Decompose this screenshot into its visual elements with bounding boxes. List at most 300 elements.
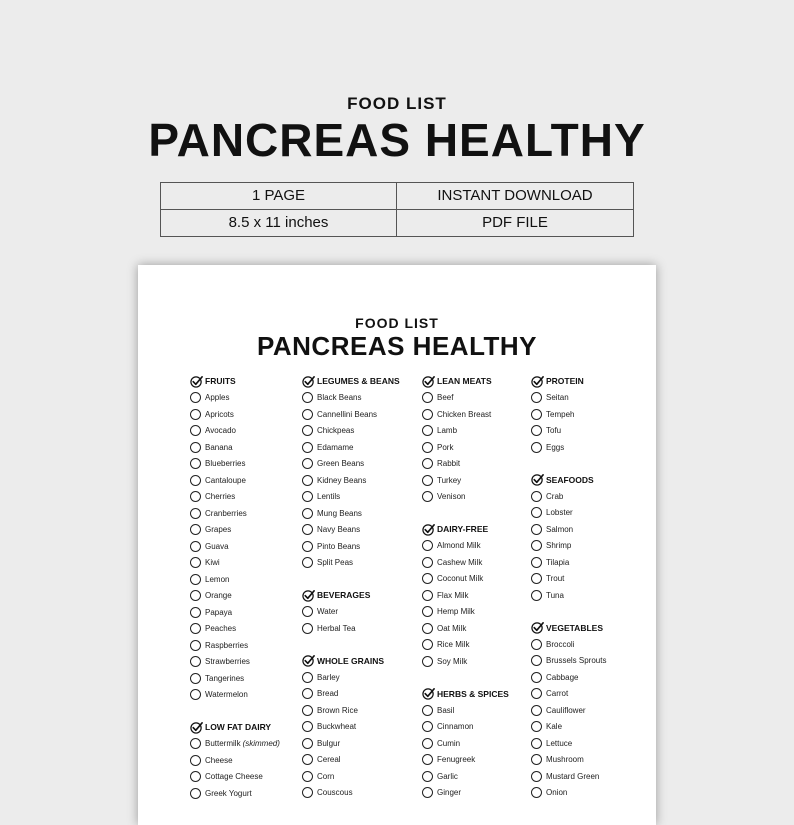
food-section (302, 587, 400, 637)
food-item (302, 768, 400, 785)
food-item (422, 538, 509, 555)
checkbox-circle-icon (422, 491, 433, 502)
checkbox-circle-icon (531, 738, 542, 749)
checkbox-circle-icon (302, 425, 313, 436)
food-column-4 (531, 373, 606, 817)
checkbox-circle-icon (531, 639, 542, 650)
food-item-label: Banana (205, 442, 233, 452)
checkbox-circle-icon (531, 507, 542, 518)
food-item-label: Couscous (317, 788, 353, 798)
checkbox-circle-icon (190, 442, 201, 453)
checkbox-circle-icon (531, 721, 542, 732)
food-item (302, 390, 400, 407)
food-section (302, 373, 400, 571)
section-title: FRUITS (205, 376, 236, 387)
section-title: PROTEIN (546, 376, 584, 387)
food-item-label: Kale (546, 722, 563, 732)
food-item-label: Tempeh (546, 409, 575, 419)
food-item (422, 752, 509, 769)
food-item (302, 472, 400, 489)
food-item-label: Cheese (205, 755, 233, 765)
food-item-label: Almond Milk (437, 541, 481, 551)
food-item-label: Buttermilk (205, 739, 241, 749)
food-item-label: Buckwheat (317, 722, 357, 732)
food-item-label: Avocado (205, 426, 236, 436)
sheet-title: PANCREAS HEALTHY (256, 331, 538, 361)
checkbox-circle-icon (531, 705, 542, 716)
food-column-1 (190, 373, 280, 818)
food-item (422, 472, 509, 489)
food-item (531, 505, 606, 522)
food-item-label: Cumin (437, 738, 461, 748)
checkbox-circle-icon (190, 409, 201, 420)
checkbox-circle-icon (302, 787, 313, 798)
food-item (190, 621, 280, 638)
food-item-label: Green Beans (317, 459, 365, 469)
food-item-label: Garlic (437, 771, 458, 781)
checked-circle-icon (302, 654, 315, 667)
checkbox-circle-icon (190, 623, 201, 634)
hero-title: PANCREAS HEALTHY (148, 114, 646, 166)
food-item-label: Crab (546, 491, 564, 501)
food-item (302, 522, 400, 539)
checkbox-circle-icon (422, 557, 433, 568)
checkbox-circle-icon (422, 623, 433, 634)
checkbox-circle-icon (190, 590, 201, 601)
section-title: SEAFOODS (546, 474, 594, 485)
food-item-label: Tuna (546, 590, 564, 600)
checkbox-circle-icon (190, 508, 201, 519)
food-item-label: Papaya (205, 607, 233, 617)
food-section (190, 373, 280, 703)
food-item-label: Tofu (546, 426, 562, 436)
food-item (190, 423, 280, 440)
food-section (190, 719, 280, 802)
food-item (531, 686, 606, 703)
checked-circle-icon (422, 523, 435, 536)
info-download: INSTANT DOWNLOAD (397, 183, 633, 210)
food-item (531, 390, 606, 407)
food-item-label: Herbal Tea (317, 623, 356, 633)
checked-circle-icon (531, 375, 544, 388)
checkbox-circle-icon (190, 738, 201, 749)
food-item (302, 752, 400, 769)
food-item (531, 752, 606, 769)
food-item (531, 735, 606, 752)
checkbox-circle-icon (422, 540, 433, 551)
food-item (302, 555, 400, 572)
food-item-label: Mung Beans (317, 508, 362, 518)
food-item-label: Brown Rice (317, 705, 358, 715)
checked-circle-icon (422, 375, 435, 388)
food-item (302, 686, 400, 703)
food-item (302, 456, 400, 473)
food-item (190, 637, 280, 654)
food-item (531, 636, 606, 653)
checkbox-circle-icon (190, 640, 201, 651)
checkbox-circle-icon (190, 755, 201, 766)
food-item-label: Seitan (546, 393, 569, 403)
food-item (531, 768, 606, 785)
food-item-label: Hemp Milk (437, 607, 475, 617)
checkbox-circle-icon (531, 557, 542, 568)
food-item (531, 669, 606, 686)
checkbox-circle-icon (302, 705, 313, 716)
food-column-3 (422, 373, 509, 817)
food-item-label: Water (317, 607, 339, 617)
food-item-label: Mustard Green (546, 771, 600, 781)
section-header (422, 686, 509, 703)
food-item (531, 719, 606, 736)
checked-circle-icon (422, 687, 435, 700)
food-item-label: Black Beans (317, 393, 362, 403)
checkbox-circle-icon (302, 606, 313, 617)
food-item-label: Cinnamon (437, 722, 474, 732)
food-item-label: Grapes (205, 525, 232, 535)
checked-circle-icon (302, 375, 315, 388)
section-title: HERBS & SPICES (437, 688, 509, 699)
food-item-label: Beef (437, 393, 454, 403)
food-item (190, 785, 280, 802)
checkbox-circle-icon (190, 475, 201, 486)
food-item (302, 439, 400, 456)
food-item-label: Onion (546, 788, 568, 798)
checkbox-circle-icon (190, 541, 201, 552)
food-item (422, 439, 509, 456)
food-section (531, 472, 606, 604)
food-item (302, 719, 400, 736)
food-item-label: Lamb (437, 426, 458, 436)
checkbox-circle-icon (531, 754, 542, 765)
checkbox-circle-icon (422, 409, 433, 420)
section-header (190, 373, 280, 390)
checkbox-circle-icon (302, 672, 313, 683)
food-item-label: Cereal (317, 755, 341, 765)
section-header (302, 653, 400, 670)
checkbox-circle-icon (422, 738, 433, 749)
food-item (422, 702, 509, 719)
checked-circle-icon (190, 375, 203, 388)
food-item (422, 456, 509, 473)
section-header (531, 620, 606, 637)
food-item (531, 554, 606, 571)
checkbox-circle-icon (190, 689, 201, 700)
checkbox-circle-icon (422, 458, 433, 469)
food-item (302, 423, 400, 440)
food-item (422, 571, 509, 588)
food-item (302, 538, 400, 555)
food-item (190, 406, 280, 423)
food-item-label: Cashew Milk (437, 557, 483, 567)
food-item (531, 521, 606, 538)
food-item-label: Barley (317, 672, 340, 682)
checkbox-circle-icon (190, 557, 201, 568)
checked-circle-icon (190, 721, 203, 734)
food-item-label: Lentils (317, 492, 341, 502)
checkbox-circle-icon (190, 458, 201, 469)
food-item-label: Basil (437, 705, 455, 715)
food-item-label: Corn (317, 771, 335, 781)
food-item-label: Carrot (546, 689, 569, 699)
section-header (302, 373, 400, 390)
food-item-label: Tilapia (546, 557, 570, 567)
food-item-label: Orange (205, 591, 232, 601)
food-item (531, 587, 606, 604)
checkbox-circle-icon (302, 392, 313, 403)
food-item-label: Greek Yogurt (205, 788, 252, 798)
checkbox-circle-icon (302, 458, 313, 469)
checkbox-circle-icon (422, 573, 433, 584)
checkbox-circle-icon (531, 573, 542, 584)
checkbox-circle-icon (422, 590, 433, 601)
food-item (422, 620, 509, 637)
food-item-label: Coconut Milk (437, 574, 484, 584)
food-item-note: (skimmed) (242, 739, 280, 749)
food-item-label: Chicken Breast (437, 409, 492, 419)
food-item-label: Bread (317, 689, 339, 699)
food-item (190, 505, 280, 522)
food-item-label: Shrimp (546, 541, 572, 551)
food-item-label: Oat Milk (437, 623, 467, 633)
checkbox-circle-icon (531, 409, 542, 420)
food-item (422, 423, 509, 440)
checkbox-circle-icon (190, 491, 201, 502)
checkbox-circle-icon (190, 771, 201, 782)
checkbox-circle-icon (422, 425, 433, 436)
food-item (190, 390, 280, 407)
food-item (422, 768, 509, 785)
food-item (302, 785, 400, 802)
food-item-label: Edamame (317, 442, 354, 452)
food-item-label: Blueberries (205, 459, 246, 469)
food-item (190, 670, 280, 687)
food-item (190, 538, 280, 555)
checkbox-circle-icon (302, 524, 313, 535)
food-item-label: Mushroom (546, 755, 584, 765)
food-item-label: Venison (437, 492, 466, 502)
food-item-label: Broccoli (546, 639, 575, 649)
food-item (190, 555, 280, 572)
food-item-label: Lettuce (546, 738, 573, 748)
checkbox-circle-icon (422, 705, 433, 716)
checkbox-circle-icon (302, 754, 313, 765)
food-section (302, 653, 400, 802)
food-item (302, 505, 400, 522)
checked-circle-icon (302, 589, 315, 602)
food-item-label: Apples (205, 393, 230, 403)
food-item-label: Trout (546, 574, 565, 584)
food-item-label: Rice Milk (437, 640, 470, 650)
food-item (302, 702, 400, 719)
food-item-label: Cherries (205, 492, 236, 502)
checkbox-circle-icon (302, 541, 313, 552)
checkbox-circle-icon (531, 392, 542, 403)
food-item (302, 489, 400, 506)
food-item (190, 687, 280, 704)
food-item (190, 588, 280, 605)
food-item (190, 472, 280, 489)
food-item (190, 489, 280, 506)
checkbox-circle-icon (531, 771, 542, 782)
food-item (531, 406, 606, 423)
food-section (422, 373, 509, 505)
checkbox-circle-icon (302, 721, 313, 732)
section-title: LOW FAT DAIRY (205, 722, 272, 733)
info-format: PDF FILE (482, 214, 548, 232)
checked-circle-icon (531, 621, 544, 634)
food-item (422, 719, 509, 736)
section-header (422, 373, 509, 390)
section-header (531, 373, 606, 390)
info-pages: 1 PAGE (161, 183, 397, 210)
food-item (422, 390, 509, 407)
food-item-label: Guava (205, 541, 229, 551)
section-title: VEGETABLES (546, 622, 603, 633)
checkbox-circle-icon (302, 491, 313, 502)
checkbox-circle-icon (190, 524, 201, 535)
food-item (422, 735, 509, 752)
checkbox-circle-icon (302, 738, 313, 749)
food-item (302, 604, 400, 621)
checkbox-circle-icon (531, 540, 542, 551)
food-item-label: Flax Milk (437, 590, 469, 600)
food-section (531, 373, 606, 456)
food-item-label: Cottage Cheese (205, 772, 263, 782)
food-item-label: Apricots (205, 409, 234, 419)
food-item-label: Chickpeas (317, 426, 355, 436)
food-item (302, 406, 400, 423)
food-item-label: Fenugreek (437, 755, 476, 765)
food-item (531, 702, 606, 719)
food-item-label: Cannellini Beans (317, 409, 378, 419)
checkbox-circle-icon (302, 623, 313, 634)
hero-subtitle: FOOD LIST (347, 94, 447, 113)
food-item (422, 604, 509, 621)
food-item-label: Navy Beans (317, 525, 361, 535)
food-item-label: Pinto Beans (317, 541, 361, 551)
printable-sheet-preview (138, 265, 656, 825)
checkbox-circle-icon (302, 688, 313, 699)
section-title: BEVERAGES (317, 590, 371, 601)
section-header (422, 521, 509, 538)
food-item-label: Ginger (437, 788, 462, 798)
checkbox-circle-icon (422, 606, 433, 617)
checkbox-circle-icon (422, 771, 433, 782)
food-item (422, 554, 509, 571)
checkbox-circle-icon (422, 475, 433, 486)
food-item (531, 423, 606, 440)
sheet-subtitle: FOOD LIST (355, 315, 439, 331)
checkbox-circle-icon (422, 442, 433, 453)
food-section (422, 686, 509, 802)
food-item (531, 653, 606, 670)
section-title: WHOLE GRAINS (317, 655, 385, 666)
checkbox-circle-icon (190, 673, 201, 684)
checkbox-circle-icon (190, 656, 201, 667)
food-section (531, 620, 606, 802)
food-item (302, 735, 400, 752)
checkbox-circle-icon (531, 590, 542, 601)
checkbox-circle-icon (302, 409, 313, 420)
checkbox-circle-icon (422, 721, 433, 732)
food-item-label: Kidney Beans (317, 475, 367, 485)
food-item-label: Strawberries (205, 657, 250, 667)
food-item-label: Tangerines (205, 673, 245, 683)
food-item-label: Raspberries (205, 640, 249, 650)
checkbox-circle-icon (422, 639, 433, 650)
checkbox-circle-icon (302, 442, 313, 453)
food-item-label: Soy Milk (437, 656, 468, 666)
section-header (190, 719, 280, 736)
food-item (531, 538, 606, 555)
food-item (422, 489, 509, 506)
checkbox-circle-icon (190, 607, 201, 618)
food-item (190, 522, 280, 539)
food-item (190, 604, 280, 621)
food-item (422, 587, 509, 604)
checkbox-circle-icon (531, 425, 542, 436)
checkbox-circle-icon (302, 475, 313, 486)
food-item (422, 406, 509, 423)
food-item (302, 620, 400, 637)
checkbox-circle-icon (531, 491, 542, 502)
food-item-label: Bulgur (317, 738, 341, 748)
food-item-label: Peaches (205, 624, 237, 634)
food-item-label: Watermelon (205, 690, 248, 700)
food-item (531, 571, 606, 588)
checkbox-circle-icon (531, 672, 542, 683)
food-item (190, 439, 280, 456)
info-size: 8.5 x 11 inches (161, 210, 397, 237)
food-item-label: Lobster (546, 508, 573, 518)
checkbox-circle-icon (302, 771, 313, 782)
section-title: LEGUMES & BEANS (317, 376, 400, 387)
checkbox-circle-icon (531, 655, 542, 666)
food-item-label: Cabbage (546, 672, 579, 682)
section-title: LEAN MEATS (437, 376, 492, 387)
food-item-label: Split Peas (317, 558, 354, 568)
food-item (190, 456, 280, 473)
checkbox-circle-icon (531, 524, 542, 535)
checkbox-circle-icon (531, 688, 542, 699)
food-column-2 (302, 373, 400, 817)
checkbox-circle-icon (531, 787, 542, 798)
checkbox-circle-icon (190, 425, 201, 436)
food-item (190, 654, 280, 671)
food-item (531, 439, 606, 456)
food-item-label: Kiwi (205, 558, 220, 568)
checkbox-circle-icon (190, 788, 201, 799)
food-item (190, 571, 280, 588)
food-item-label: Cranberries (205, 508, 247, 518)
food-item (190, 752, 280, 769)
product-info-table (160, 182, 634, 237)
food-item-label: Brussels Sprouts (546, 656, 607, 666)
food-item (531, 785, 606, 802)
checkbox-circle-icon (302, 557, 313, 568)
food-item (422, 637, 509, 654)
food-item (531, 488, 606, 505)
section-header (302, 587, 400, 604)
checkbox-circle-icon (422, 787, 433, 798)
food-item-label: Cantaloupe (205, 475, 246, 485)
food-item (422, 653, 509, 670)
food-item-label: Turkey (437, 475, 462, 485)
checkbox-circle-icon (422, 656, 433, 667)
food-item-label: Eggs (546, 442, 565, 452)
food-item (190, 769, 280, 786)
section-header (531, 472, 606, 489)
